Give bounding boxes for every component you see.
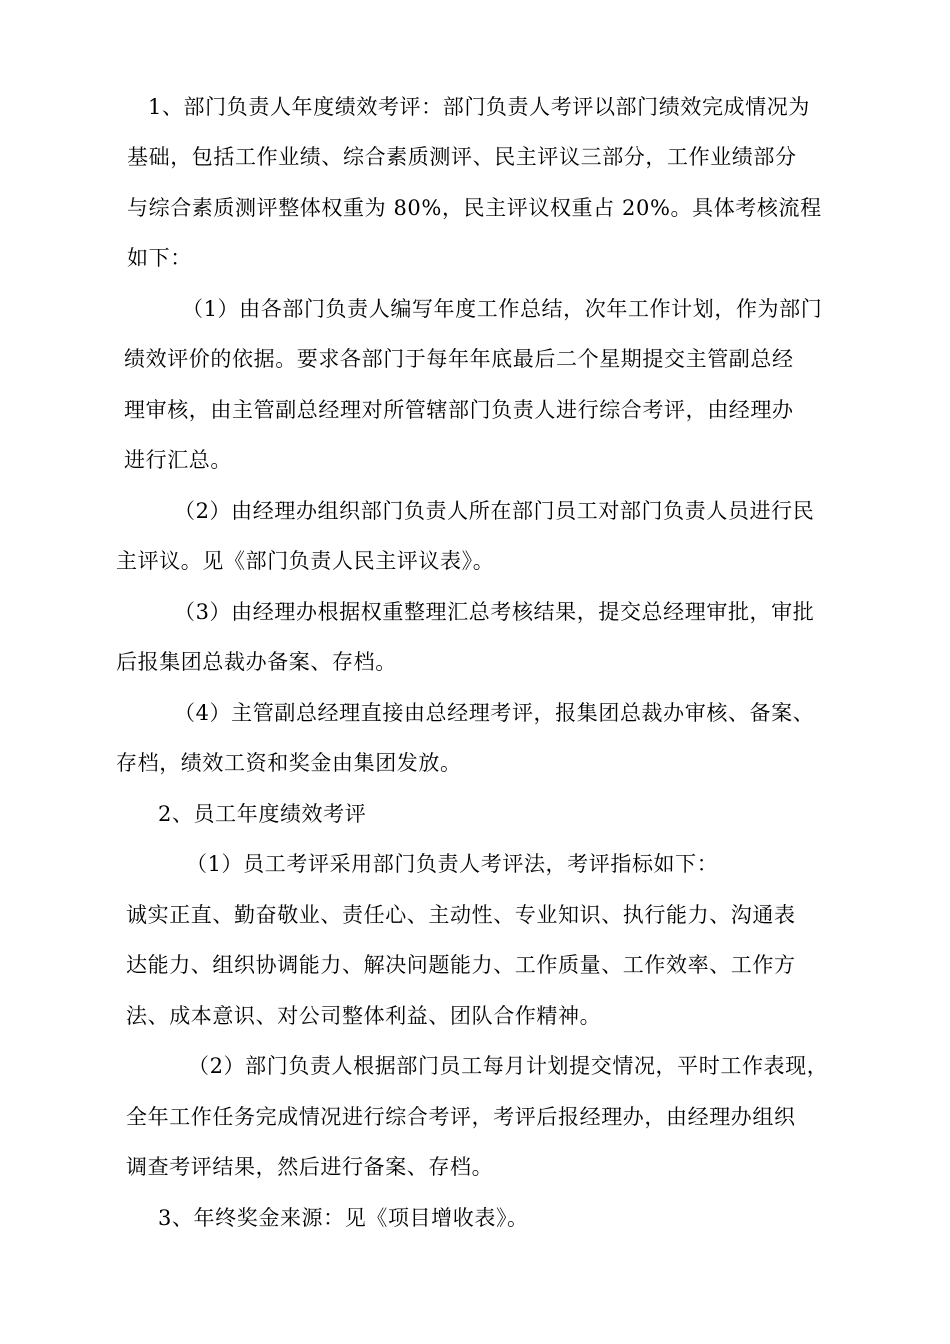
- text-line: 进行汇总。: [124, 448, 232, 472]
- text-line: 1、部门负责人年度绩效考评：部门负责人考评以部门绩效完成情况为: [148, 95, 810, 119]
- text-line: 基础，包括工作业绩、综合素质测评、民主评议三部分，工作业绩部分: [127, 145, 797, 169]
- text-line: 调查考评结果，然后进行备案、存档。: [126, 1155, 494, 1179]
- text-line: （2）由经理办组织部门负责人所在部门员工对部门负责人员进行民: [174, 499, 815, 523]
- text-line: （4）主管副总经理直接由总经理考评，报集团总裁办审核、备案、: [174, 701, 815, 725]
- text-line: 如下：: [127, 246, 192, 270]
- text-line: 诚实正直、勤奋敬业、责任心、主动性、专业知识、执行能力、沟通表: [126, 903, 796, 927]
- text-line: 法、成本意识、对公司整体利益、团队合作精神。: [126, 1004, 602, 1028]
- text-line: 绩效评价的依据。要求各部门于每年年底最后二个星期提交主管副总经: [124, 347, 794, 371]
- text-line: （1）员工考评采用部门负责人考评法，考评指标如下：: [186, 852, 719, 876]
- text-line: 后报集团总裁办备案、存档。: [116, 650, 397, 674]
- text-line: 达能力、组织协调能力、解决问题能力、工作质量、工作效率、工作方: [126, 953, 796, 977]
- section-3-heading: 3、年终奖金来源：见《项目增收表》。: [158, 1206, 529, 1230]
- text-line: 存档，绩效工资和奖金由集团发放。: [116, 751, 462, 775]
- text-line: （3）由经理办根据权重整理汇总考核结果，提交总经理审批，审批: [174, 600, 815, 624]
- section-2-heading: 2、员工年度绩效考评: [158, 802, 367, 826]
- text-line: 与综合素质测评整体权重为 80%，民主评议权重占 20%。具体考核流程: [127, 196, 822, 220]
- text-line: 主评议。见《部门负责人民主评议表》。: [116, 549, 495, 573]
- text-line: 理审核，由主管副总经理对所管辖部门负责人进行综合考评，由经理办: [124, 398, 794, 422]
- text-line: （2）部门负责人根据部门员工每月计划提交情况，平时工作表现，: [188, 1054, 829, 1078]
- text-line: （1）由各部门负责人编写年度工作总结，次年工作计划，作为部门: [182, 297, 823, 321]
- text-line: 全年工作任务完成情况进行综合考评，考评后报经理办，由经理办组织: [126, 1105, 796, 1129]
